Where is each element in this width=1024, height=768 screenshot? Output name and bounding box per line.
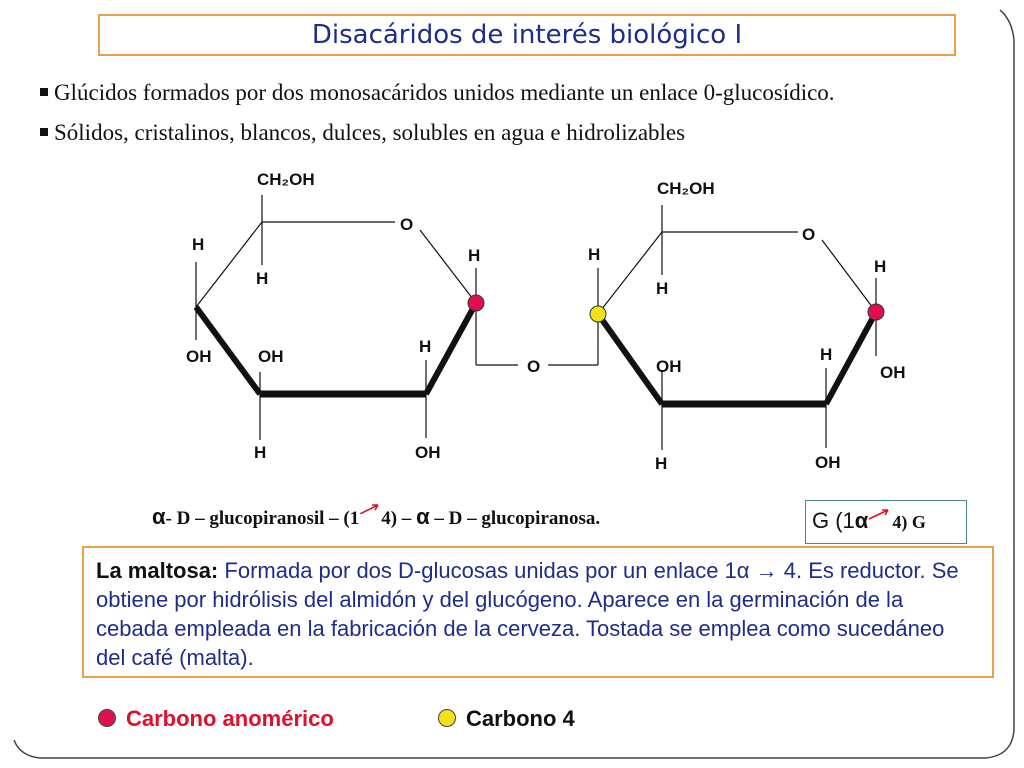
caption-part: – D – glucopiranosa. — [429, 508, 601, 529]
maltose-description-box — [82, 546, 994, 678]
atom-oh: OH — [415, 443, 441, 462]
atom-h: H — [419, 337, 432, 356]
arrow-icon — [359, 502, 381, 514]
atom-oh: OH — [815, 453, 841, 472]
atom-ring-oxygen: O — [400, 215, 414, 234]
maltose-body-text: Formada por dos D-glucosas unidas por un enlace 1α → 4. Es reductor. Se obtiene por hidrólisis del almidón y del glucógeno. Aparece en la germinación de la cebada empleada en la fabricación de la cerveza. Tostada se emplea como sucedáneo del café (malta). — [96, 558, 959, 670]
atom-h: H — [192, 235, 205, 254]
maltose-heading: La maltosa: — [96, 558, 219, 583]
red-dot-icon — [98, 709, 116, 727]
caption-part: 4) – — [381, 508, 417, 529]
atom-h: H — [655, 454, 668, 473]
legend-carbon4 — [438, 706, 575, 732]
bullet-text: Sólidos, cristalinos, blancos, dulces, solubles en agua e hidrolizables — [54, 120, 686, 145]
atom-oh: OH — [656, 357, 682, 376]
anomeric-carbon-marker — [468, 295, 484, 311]
atom-oh: OH — [258, 347, 284, 366]
atom-ch2oh: CH₂OH — [657, 179, 715, 198]
caption-part: - D – glucopiranosil – (1 — [165, 508, 360, 529]
anomeric-carbon-marker — [868, 304, 884, 320]
glycosidic-notation — [812, 508, 926, 534]
bullet-text: Glúcidos formados por dos monosacáridos unidos mediante un enlace 0-glucosídico. — [54, 80, 835, 105]
atom-h: H — [254, 443, 267, 462]
legend-label: Carbono 4 — [466, 706, 575, 731]
glucose-ring-right — [588, 179, 906, 473]
atom-h: H — [656, 279, 669, 298]
atom-oh: OH — [880, 363, 906, 382]
atom-oh: OH — [186, 347, 212, 366]
page-title: Disacáridos de interés biológico I — [311, 20, 743, 50]
atom-glycosidic-oxygen: O — [527, 357, 541, 376]
carbon4-marker — [590, 306, 606, 322]
glycosidic-notation-box — [805, 500, 967, 544]
alpha-symbol: α — [152, 504, 166, 529]
legend-anomeric-carbon — [98, 706, 334, 732]
atom-h: H — [468, 246, 481, 265]
atom-ch2oh: CH₂OH — [257, 170, 315, 189]
yellow-dot-icon — [438, 709, 456, 727]
alpha-symbol: α — [854, 508, 869, 533]
notation-prefix: G (1 — [812, 508, 855, 533]
alpha-symbol: α — [416, 504, 430, 529]
maltose-description — [96, 556, 976, 672]
arrow-icon — [868, 507, 892, 521]
atom-h: H — [874, 257, 887, 276]
glucose-ring-left — [186, 170, 518, 462]
notation-suffix: 4) G — [892, 512, 926, 532]
legend-label: Carbono anomérico — [126, 706, 334, 731]
atom-h: H — [820, 345, 833, 364]
atom-h: H — [256, 269, 269, 288]
atom-ring-oxygen: O — [802, 225, 816, 244]
atom-h: H — [588, 245, 601, 264]
iupac-name-caption — [152, 504, 600, 530]
